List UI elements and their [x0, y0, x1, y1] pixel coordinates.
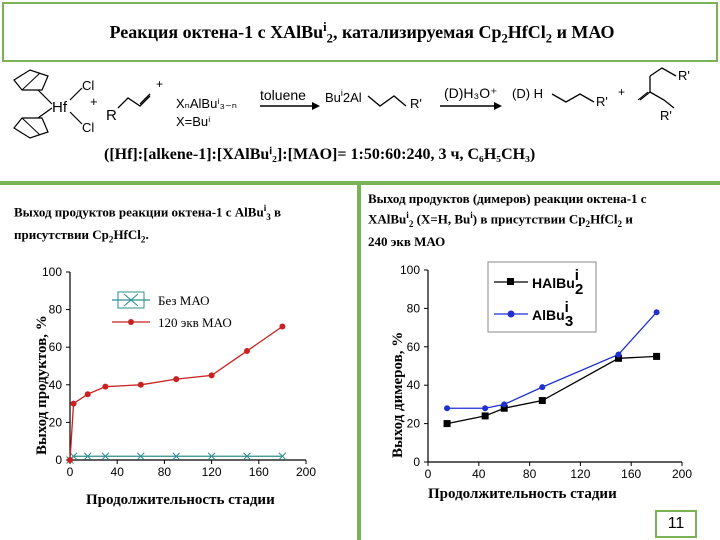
- y-tick-label: 80: [406, 301, 420, 316]
- x-tick-label: 120: [570, 467, 591, 481]
- y-tick-label: 20: [406, 416, 420, 431]
- data-point: [539, 384, 545, 390]
- y-tick-label: 20: [48, 415, 62, 430]
- x-tick-label: 80: [522, 467, 537, 481]
- x-tick-label: 120: [201, 465, 222, 479]
- data-point: [482, 412, 489, 419]
- x-tick-label: 0: [66, 465, 74, 479]
- cl-top-label: Cl: [82, 78, 95, 93]
- reagent-formula: XₙAlBuⁱ₃₋ₙ: [176, 96, 237, 111]
- legend-label-mao: 120 экв МАО: [158, 315, 232, 330]
- right-chart-caption: Выход продуктов (димеров) реакции октена-1 с XAlBu$^i_2$ (X=H, Bu$^i$) в присутствии $Cp_2HfCl_2$ и 240 экв МАО: [368, 191, 647, 249]
- series-line: [447, 356, 657, 423]
- hf-label: Hf: [52, 99, 67, 116]
- plus-sign-3: +: [618, 85, 626, 99]
- data-point: [501, 401, 507, 407]
- r-prime-1: R': [410, 96, 422, 111]
- series-line: [70, 327, 282, 460]
- data-point: [71, 401, 77, 407]
- legend-label-albu: AlBui 3: [532, 299, 574, 330]
- data-point: [539, 397, 546, 404]
- cyclopentadienyl-top-icon: [14, 70, 48, 90]
- legend-swatch-halbu: [507, 278, 514, 285]
- x-tick-label: 160: [248, 465, 269, 479]
- quench-label: (D)H₃O⁺: [444, 85, 498, 101]
- y-axis-title: Выход димеров, %: [390, 331, 406, 458]
- cl-bottom-label: Cl: [82, 120, 95, 135]
- x-tick-label: 40: [472, 467, 486, 481]
- legend: [112, 292, 232, 330]
- data-point: [67, 457, 73, 463]
- x-tick-label: 200: [671, 467, 693, 481]
- x-tick-label: 0: [424, 467, 432, 481]
- data-point: [482, 405, 488, 411]
- y-tick-label: 100: [399, 263, 420, 277]
- data-point: [653, 353, 660, 360]
- reaction-scheme: [0, 60, 720, 144]
- x-tick-label: 160: [621, 467, 642, 481]
- legend-swatch-mao: [128, 319, 134, 325]
- legend-label-halbu: HAlBui 2: [532, 267, 584, 298]
- y-tick-label: 40: [406, 378, 420, 393]
- divider-vertical: [357, 183, 361, 540]
- data-point: [102, 384, 108, 390]
- r-prime-2: R': [596, 94, 608, 109]
- x-axis-title: Продолжительность стадии: [428, 486, 617, 502]
- legend-swatch-albu: [508, 311, 515, 318]
- title-box: [2, 2, 718, 62]
- data-point: [616, 351, 622, 357]
- intermediate-label: Bu$^i$2Al: [325, 88, 362, 105]
- page-title: Реакция октена-1 с XAlBu$^i_2$, катализируемая $Cp_2HfCl_2$ и МАО: [109, 20, 615, 46]
- y-tick-label: 0: [413, 455, 420, 469]
- product-label: (D) H: [512, 86, 544, 101]
- data-point: [244, 348, 250, 354]
- plus-sign-1: +: [90, 94, 98, 109]
- series-group: [67, 324, 286, 464]
- y-axis-title: Выход продуктов, %: [34, 315, 50, 455]
- x-tick-labels: [67, 460, 317, 479]
- y-tick-label: 100: [41, 265, 62, 279]
- chart-dimers-yield: [370, 258, 710, 508]
- data-point: [209, 372, 215, 378]
- x-tick-labels: [425, 462, 693, 481]
- plus-sign-2: +: [156, 77, 164, 91]
- dimer-r-prime-1: R': [678, 68, 690, 83]
- y-tick-label: 40: [48, 377, 62, 392]
- x-tick-label: 80: [157, 465, 172, 479]
- left-chart-caption: Выход продуктов реакции октена-1 с AlBu$^i_3$ в присутствии $Cp_2HfCl_2$.: [14, 203, 282, 245]
- x-tick-label: 40: [110, 465, 124, 479]
- y-tick-label: 80: [48, 302, 62, 317]
- solvent-label: toluene: [260, 87, 306, 103]
- x-tick-label: 200: [295, 465, 317, 479]
- legend-label-no-mao: Без МАО: [158, 293, 210, 308]
- slide-number: 11: [655, 510, 697, 538]
- reagent-x-definition: X=Buⁱ: [176, 114, 211, 129]
- data-point: [85, 391, 91, 397]
- y-tick-label: 60: [48, 340, 62, 355]
- y-tick-label: 0: [55, 453, 62, 467]
- data-point: [138, 382, 144, 388]
- cyclopentadienyl-bottom-icon: [14, 118, 48, 138]
- data-point: [654, 309, 660, 315]
- x-axis-title: Продолжительность стадии: [86, 492, 275, 508]
- reaction-conditions: ([Hf]:[alkene-1]:[XAlBuⁱ₂]:[MAO]= 1:50:60:240, 3 ч, C₆H₅CH₃): [104, 146, 536, 163]
- data-point: [444, 405, 450, 411]
- legend: [488, 262, 596, 332]
- data-point: [279, 324, 285, 330]
- r-label: R: [106, 107, 117, 124]
- data-point: [444, 420, 451, 427]
- y-tick-label: 60: [406, 339, 420, 354]
- chart-products-yield: [10, 240, 350, 520]
- dimer-r-prime-2: R': [660, 108, 672, 123]
- data-point: [173, 376, 179, 382]
